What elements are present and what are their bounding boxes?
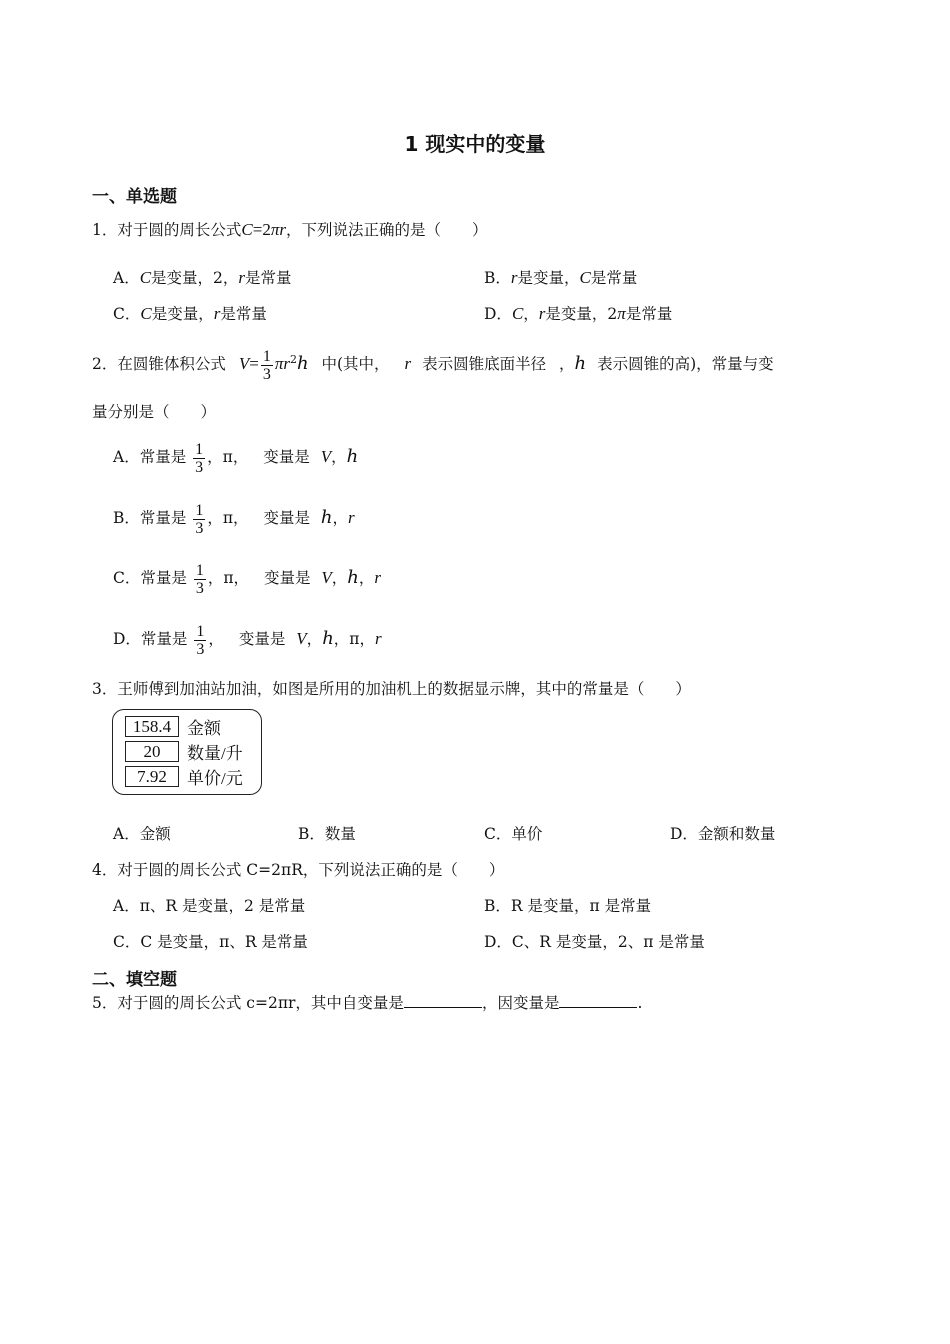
- section-heading-single-choice: 一、单选题: [92, 187, 177, 207]
- panel-value-box: 20: [125, 741, 179, 762]
- option-text: ，: [306, 630, 323, 648]
- question-text: ，: [559, 355, 575, 374]
- q1-option-c[interactable]: [113, 302, 267, 324]
- math-var: r: [213, 304, 221, 323]
- math-text: =: [249, 354, 259, 374]
- fraction-denominator: 3: [262, 365, 271, 383]
- option-text: 是变量，2: [545, 305, 618, 323]
- option-text: ，π，: [207, 509, 249, 527]
- question-4: [92, 858, 504, 880]
- math-var: h: [296, 353, 309, 375]
- option-text: 是变量，2，: [151, 269, 239, 287]
- fraction: [261, 348, 273, 383]
- question-text: 对于圆的周长公式 c=2πr，其中自变量是: [117, 994, 404, 1012]
- math-var: C: [579, 268, 591, 287]
- question-text: 王师傅到加油站加油，如图是所用的加油机上的数据显示牌，其中的常量是（ ）: [117, 680, 691, 698]
- q3-option-d[interactable]: D．金额和数量: [670, 825, 776, 843]
- q2-option-b[interactable]: [113, 498, 355, 538]
- question-number: 5．: [92, 994, 118, 1012]
- math-var: V: [296, 629, 307, 648]
- question-3: [92, 677, 691, 699]
- math-var: r: [348, 508, 355, 527]
- q2-option-a[interactable]: [113, 437, 358, 477]
- option-label: C．: [113, 305, 141, 323]
- math-var: r: [374, 568, 382, 587]
- math-var: h: [574, 353, 587, 375]
- fraction-denominator: 3: [195, 458, 204, 476]
- answer-blank-dependent[interactable]: [559, 993, 637, 1008]
- panel-value-box: 158.4: [125, 716, 179, 737]
- q3-option-a[interactable]: A．金额: [113, 825, 171, 843]
- question-text: .: [637, 994, 643, 1012]
- option-text: 是常量: [245, 269, 292, 287]
- question-1: [92, 218, 488, 240]
- question-number: 4．: [92, 861, 118, 879]
- question-text: 表示圆锥的高)，常量与变: [597, 355, 774, 374]
- option-text: 是常量: [625, 305, 673, 323]
- q2-option-c[interactable]: [113, 558, 381, 598]
- question-text: ，因变量是: [481, 994, 560, 1012]
- question-2: [92, 340, 774, 384]
- panel-label: 金额: [187, 719, 221, 738]
- math-var: h: [346, 446, 359, 467]
- question-number: 1．: [92, 221, 118, 239]
- option-label: A．常量是: [113, 448, 187, 466]
- panel-label: 单价/元: [187, 769, 243, 788]
- math-pi: π: [617, 304, 626, 323]
- option-label: D．: [484, 305, 512, 323]
- page-title: 1 现实中的变量: [404, 132, 546, 156]
- math-var: V: [321, 568, 332, 587]
- question-text: 在圆锥体积公式: [117, 355, 226, 374]
- fraction-numerator: 1: [195, 440, 204, 458]
- panel-value-box: 7.92: [125, 766, 179, 787]
- option-text: ，: [331, 448, 347, 466]
- math-text: =2: [252, 220, 271, 239]
- option-text: 变量是: [238, 630, 286, 648]
- math-var: V: [320, 447, 332, 466]
- q3-option-b[interactable]: B．数量: [298, 825, 356, 843]
- q1-option-d[interactable]: [484, 302, 672, 324]
- fraction-denominator: 3: [196, 640, 205, 658]
- q4-option-c[interactable]: C．C 是变量，π、R 是常量: [113, 933, 308, 951]
- fraction-numerator: 1: [195, 501, 204, 519]
- math-var: r: [279, 220, 286, 239]
- math-var: r: [538, 304, 546, 323]
- option-label: C．常量是: [113, 569, 187, 587]
- answer-blank-independent[interactable]: [404, 993, 482, 1008]
- math-var: V: [238, 354, 250, 374]
- question-text: 对于圆的周长公式 C=2πR，下列说法正确的是（ ）: [117, 861, 505, 879]
- question-number: 2．: [92, 355, 118, 374]
- fraction-denominator: 3: [195, 579, 204, 597]
- option-text: ，π，: [333, 630, 375, 648]
- math-exponent: 2: [289, 353, 297, 366]
- fraction-numerator: 1: [196, 622, 205, 640]
- option-label: D．常量是: [113, 630, 188, 648]
- question-text: 中(其中，: [321, 355, 390, 374]
- fraction-numerator: 1: [195, 561, 204, 579]
- fraction: [194, 562, 206, 597]
- fraction: [194, 623, 206, 658]
- question-2-line-2: 量分别是（ ）: [92, 403, 217, 421]
- q4-option-d[interactable]: D．C、R 是变量，2、π 是常量: [484, 933, 705, 951]
- fuel-display-panel: [112, 709, 262, 795]
- option-text: 变量是: [263, 569, 311, 587]
- option-text: ，: [331, 569, 348, 587]
- option-text: ，: [208, 630, 224, 648]
- option-label: B．: [484, 269, 511, 287]
- fraction: [193, 502, 205, 537]
- panel-row-quantity: [125, 741, 243, 762]
- math-var: C: [511, 304, 524, 323]
- question-number: 3．: [92, 680, 118, 698]
- question-text: 对于圆的周长公式: [117, 221, 242, 239]
- option-text: 变量是: [263, 448, 310, 466]
- math-var: r: [238, 268, 246, 287]
- option-label: B．常量是: [113, 509, 187, 527]
- panel-row-unit-price: [125, 766, 243, 787]
- math-var: C: [140, 304, 152, 323]
- option-text: 是变量，: [517, 269, 580, 287]
- option-text: ，: [523, 305, 539, 323]
- panel-label: 数量/升: [187, 744, 243, 763]
- math-var: r: [283, 354, 290, 374]
- math-var: r: [510, 268, 518, 287]
- fraction-denominator: 3: [195, 519, 204, 537]
- q2-option-d[interactable]: [113, 619, 382, 659]
- option-text: 是常量: [220, 305, 267, 323]
- option-text: ，: [332, 509, 349, 527]
- fraction: [193, 441, 205, 476]
- option-text: 是变量，: [151, 305, 214, 323]
- math-var: h: [320, 507, 333, 528]
- q4-option-a[interactable]: A．π、R 是变量，2 是常量: [113, 897, 306, 915]
- fraction-numerator: 1: [262, 347, 271, 365]
- question-text: 表示圆锥底面半径: [422, 355, 547, 374]
- option-text: 是常量: [590, 269, 638, 287]
- math-var: r: [404, 354, 412, 374]
- q1-option-b[interactable]: [484, 266, 637, 288]
- question-5: [92, 991, 642, 1013]
- option-text: ，: [358, 569, 375, 587]
- panel-row-amount: [125, 716, 221, 737]
- option-text: ，π，: [207, 448, 249, 466]
- math-var: C: [241, 220, 253, 239]
- math-var: h: [347, 567, 359, 588]
- option-label: A．: [113, 269, 140, 287]
- q3-option-c[interactable]: C．单价: [484, 825, 543, 843]
- math-pi: π: [270, 220, 280, 239]
- math-var: C: [139, 268, 152, 287]
- section-heading-fill-blank: 二、填空题: [92, 970, 177, 990]
- math-var: h: [322, 628, 334, 649]
- math-pi: π: [274, 354, 284, 374]
- option-text: 变量是: [263, 509, 310, 527]
- question-text: ，下列说法正确的是（ ）: [285, 221, 488, 239]
- q1-option-a[interactable]: [113, 266, 292, 288]
- math-var: r: [374, 629, 382, 648]
- option-text: ，π，: [207, 569, 249, 587]
- q4-option-b[interactable]: B．R 是变量，π 是常量: [484, 897, 652, 915]
